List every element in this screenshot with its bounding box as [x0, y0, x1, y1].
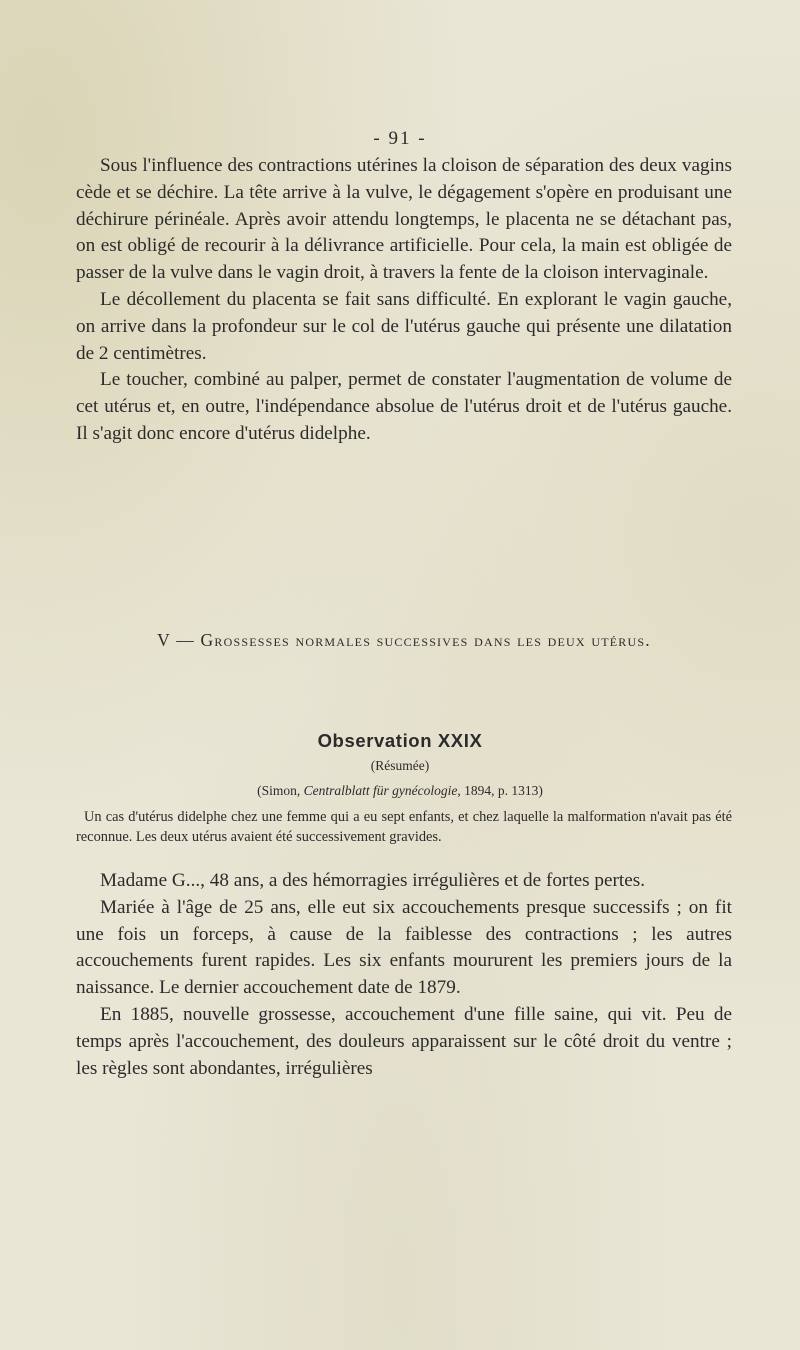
page-number: - 91 -: [373, 128, 427, 149]
paragraph: Sous l'influence des contractions utérines la cloison de séparation des deux vagins cède et se déchire. La tête arrive à la vulve, le dégagement s'opère en produisant une déchirure périnéale. Après avoir attendu longtemps, le placenta ne se détachant pas, on est obligé de recourir à la délivrance artificielle. Pour cela, la main est obligée de passer de la vulve dans le vagin droit, à travers la fente de la cloison intervaginale.: [76, 155, 732, 284]
paragraph: Le toucher, combiné au palper, permet de constater l'augmentation de volume de cet utérus et, en outre, l'indépendance absolue de l'utérus droit et de l'utérus gauche. Il s'agit donc encore d'utérus didelphe.: [76, 369, 732, 444]
case-text: [76, 868, 732, 1082]
summary-text: Un cas d'utérus didelphe chez une femme qui a eu sept enfants, et chez laquelle la malformation n'avait pas été reconnue. Les deux utérus avaient été successivement gravides.: [76, 809, 732, 845]
observation-title: Observation XXIX: [317, 730, 483, 751]
reference-author: (Simon,: [257, 783, 304, 798]
observation-reference: [0, 783, 800, 799]
observation-note: (Résumée): [370, 758, 430, 773]
observation-summary: [76, 808, 732, 847]
paragraph: En 1885, nouvelle grossesse, accouchement d'une fille saine, qui vit. Peu de temps après l'accouchement, des douleurs apparaissent sur le côté droit du ventre ; les règles sont abondantes, irrégulières: [76, 1003, 732, 1079]
reference-details: , 1894, p. 1313): [457, 783, 543, 798]
paragraph: Mariée à l'âge de 25 ans, elle eut six accouchements presque successifs ; on fit une fois un forceps, à cause de la faiblesse des contractions ; les autres accouchements furent rapides. Les six enfants moururent les premiers jours de la naissance. Le dernier accouchement date de 1879.: [76, 896, 732, 999]
section-heading: V — Grossesses normales successives dans les deux utérus.: [157, 630, 651, 650]
reference-journal: Centralblatt für gynécologie: [303, 783, 458, 798]
paragraph: Madame G..., 48 ans, a des hémorragies irrégulières et de fortes pertes.: [100, 870, 646, 891]
intro-text: [76, 153, 732, 448]
paragraph: Le décollement du placenta se fait sans difficulté. En explorant le vagin gauche, on arrive dans la profondeur sur le col de l'utérus gauche qui présente une dilatation de 2 centimètres.: [76, 288, 732, 364]
